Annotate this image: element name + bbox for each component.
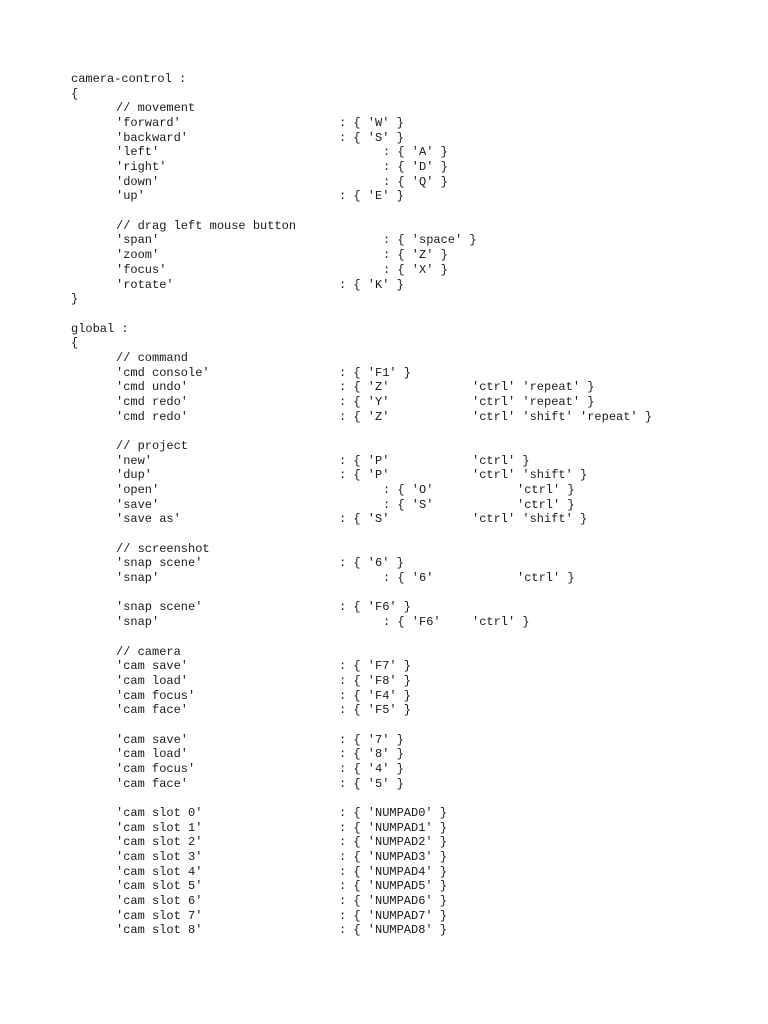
section-text: } [71,292,79,307]
binding-row [0,600,768,615]
action-name: 'right' [116,160,167,175]
modifiers: 'ctrl' 'shift' } [472,468,588,483]
action-name: 'snap scene' [116,600,203,615]
key-binding: : { 'S' [383,497,434,512]
action-name: 'open' [116,483,160,498]
action-name: 'cam slot 3' [116,850,203,865]
binding-row [0,689,768,704]
action-name: 'new' [116,453,153,468]
binding-row [0,395,768,410]
action-name: 'focus' [116,262,167,277]
action-name: 'dup' [116,468,153,483]
action-name: 'down' [116,174,160,189]
binding-row [0,248,768,263]
key-binding: : { 'NUMPAD3' } [339,850,448,865]
action-name: 'cam face' [116,776,189,791]
binding-row [0,512,768,527]
action-name: 'cam focus' [116,761,196,776]
key-binding: : { 'K' } [339,277,404,292]
key-binding: : { 'NUMPAD6' } [339,894,448,909]
key-binding: : { '4' } [339,761,404,776]
modifiers: 'ctrl' } [517,483,575,498]
binding-row [0,762,768,777]
binding-row [0,674,768,689]
modifiers: 'ctrl' } [472,615,530,630]
modifiers: 'ctrl' 'shift' } [472,512,588,527]
section-line [0,322,768,337]
action-name: 'cam slot 4' [116,864,203,879]
action-name: 'cam focus' [116,688,196,703]
key-binding: : { '8' } [339,747,404,762]
key-binding: : { 'NUMPAD7' } [339,908,448,923]
comment-line [0,219,768,234]
comment-text: // project [116,439,189,453]
action-name: 'cam load' [116,747,189,762]
action-name: 'cam slot 8' [116,923,203,938]
modifiers: 'ctrl' 'shift' 'repeat' } [472,409,653,424]
action-name: 'cam slot 6' [116,894,203,909]
action-name: 'cam save' [116,659,189,674]
binding-row [0,747,768,762]
action-name: 'cam load' [116,673,189,688]
key-binding: : { 'F5' } [339,703,412,718]
action-name: 'cmd console' [116,365,210,380]
action-name: 'save' [116,497,160,512]
modifiers: 'ctrl' } [472,453,530,468]
binding-row [0,366,768,381]
comment-line [0,542,768,557]
comment-text: // movement [116,101,196,116]
key-binding: : { 'P' [339,468,390,483]
key-binding: : { 'NUMPAD8' } [339,923,448,938]
binding-row [0,894,768,909]
action-name: 'cam slot 5' [116,879,203,894]
comment-text: // command [116,350,189,365]
binding-row [0,806,768,821]
action-name: 'rotate' [116,277,174,292]
binding-row [0,777,768,792]
binding-row [0,410,768,425]
action-name: 'backward' [116,130,189,145]
key-binding: : { 'Y' [339,394,390,409]
comment-line [0,645,768,660]
modifiers: 'ctrl' } [517,497,575,512]
key-binding: : { 'F1' } [339,365,412,380]
action-name: 'cam save' [116,732,189,747]
key-binding: : { 'NUMPAD2' } [339,835,448,850]
key-binding: : { 'F7' } [339,659,412,674]
binding-row [0,454,768,469]
binding-row [0,659,768,674]
section-line [0,72,768,87]
binding-row [0,145,768,160]
section-line [0,87,768,102]
binding-row [0,116,768,131]
key-binding: : { 'space' } [383,233,477,248]
binding-row [0,923,768,938]
modifiers: 'ctrl' 'repeat' } [472,380,595,395]
key-binding: : { '6' [383,571,434,586]
action-name: 'cmd undo' [116,380,189,395]
action-name: 'span' [116,233,160,248]
key-binding: : { 'Z' [339,380,390,395]
key-binding: : { 'P' [339,453,390,468]
key-binding: : { 'S' [339,512,390,527]
key-binding: : { 'D' } [383,160,448,175]
binding-row [0,821,768,836]
binding-row [0,189,768,204]
key-binding: : { 'F4' } [339,688,412,703]
comment-line [0,351,768,366]
binding-row [0,175,768,190]
key-binding: : { '7' } [339,732,404,747]
section-line [0,336,768,351]
binding-row [0,571,768,586]
action-name: 'cam slot 0' [116,806,203,820]
action-name: 'cam slot 7' [116,908,203,923]
binding-row [0,483,768,498]
action-name: 'left' [116,145,160,160]
comment-line [0,101,768,116]
action-name: 'save as' [116,512,181,527]
key-binding: : { '5' } [339,776,404,791]
key-binding: : { 'X' } [383,262,448,277]
binding-row [0,556,768,571]
modifiers: 'ctrl' 'repeat' } [472,394,595,409]
action-name: 'cmd redo' [116,394,189,409]
action-name: 'cam slot 1' [116,820,203,835]
binding-row [0,909,768,924]
action-name: 'cam slot 2' [116,835,203,850]
action-name: 'forward' [116,116,181,131]
key-binding: : { 'W' } [339,116,404,131]
binding-row [0,835,768,850]
binding-row [0,131,768,146]
binding-row [0,468,768,483]
section-line [0,292,768,307]
key-binding: : { 'O' [383,483,434,498]
action-name: 'cam face' [116,703,189,718]
binding-row [0,380,768,395]
key-binding: : { 'Z' [339,409,390,424]
comment-line [0,439,768,454]
section-text: global : [71,321,129,336]
section-text: { [71,336,79,351]
comment-text: // drag left mouse button [116,218,297,233]
binding-row [0,233,768,248]
binding-row [0,498,768,513]
key-binding: : { 'NUMPAD1' } [339,820,448,835]
key-binding: : { 'F6' } [339,600,412,615]
binding-row [0,703,768,718]
binding-row [0,278,768,293]
key-binding: : { 'Q' } [383,174,448,189]
key-binding: : { 'NUMPAD0' } [339,806,448,820]
modifiers: 'ctrl' } [517,571,575,586]
binding-row [0,865,768,880]
binding-row [0,615,768,630]
comment-text: // screenshot [116,541,210,556]
binding-row [0,879,768,894]
key-binding: : { 'NUMPAD4' } [339,864,448,879]
key-binding: : { 'NUMPAD5' } [339,879,448,894]
binding-row [0,733,768,748]
action-name: 'snap' [116,615,160,630]
action-name: 'zoom' [116,248,160,263]
action-name: 'up' [116,189,145,204]
section-text: { [71,86,79,101]
section-text: camera-control : [71,72,187,86]
action-name: 'cmd redo' [116,409,189,424]
key-binding: : { '6' } [339,556,404,571]
binding-row [0,160,768,175]
key-binding: : { 'A' } [383,145,448,160]
key-binding: : { 'E' } [339,189,404,204]
key-binding: : { 'F6' [383,615,441,630]
action-name: 'snap' [116,571,160,586]
binding-row [0,850,768,865]
binding-row [0,263,768,278]
action-name: 'snap scene' [116,556,203,571]
key-binding: : { 'S' } [339,130,404,145]
key-binding: : { 'F8' } [339,673,412,688]
key-binding: : { 'Z' } [383,248,448,263]
comment-text: // camera [116,644,181,659]
